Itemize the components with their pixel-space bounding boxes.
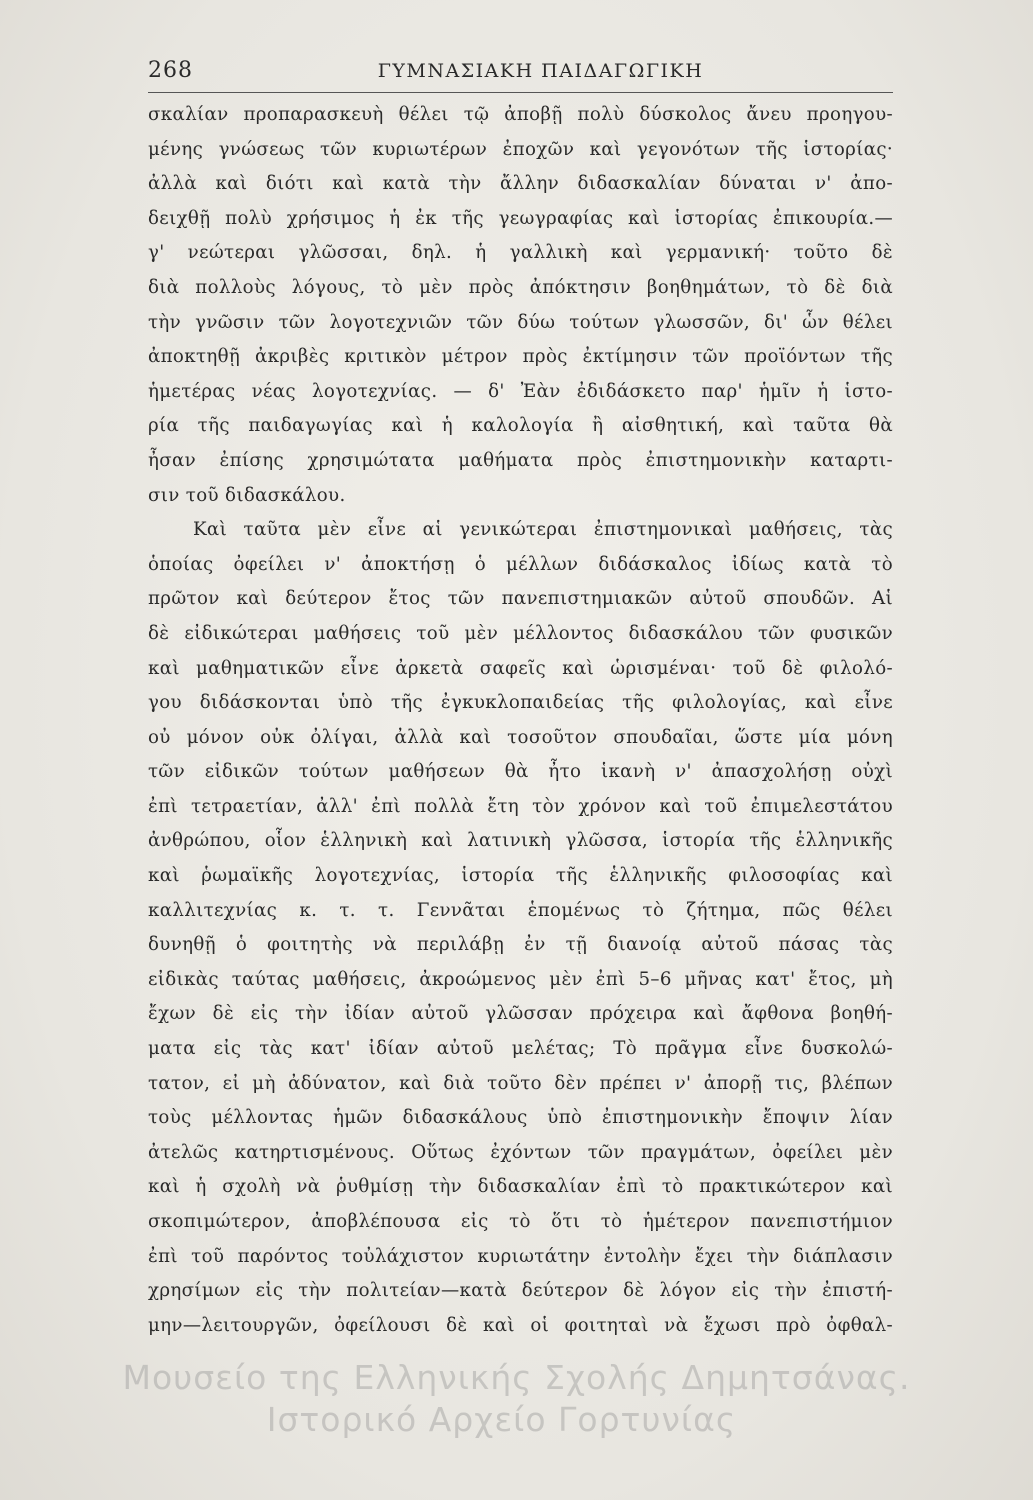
text-line: ματα εἰς τὰς κατ' ἰδίαν αὐτοῦ μελέτας; Τὸ πρᾶγμα εἶνε δυσκολώ- <box>148 1038 893 1060</box>
text-line: εἰδικὰς ταύτας μαθήσεις, ἀκροώμενος μὲν ἐπὶ 5–6 μῆνας κατ' ἔτος, μὴ <box>148 968 893 990</box>
text-line: πρῶτον καὶ δεύτερον ἔτος τῶν πανεπιστημιακῶν αὐτοῦ σπουδῶν. Αἱ <box>148 588 893 610</box>
text-line: ἀνθρώπου, οἷον ἑλληνικὴ καὶ λατινικὴ γλῶσσα, ἱστορία τῆς ἑλληνικῆς <box>148 830 893 852</box>
text-line: σκοπιμώτερον, ἀποβλέπουσα εἰς τὸ ὅτι τὸ ἡμέτερον πανεπιστήμιον <box>148 1211 893 1232</box>
text-line: ἀτελῶς κατηρτισμένους. Οὕτως ἐχόντων τῶν πραγμάτων, ὀφείλει μὲν <box>148 1141 893 1163</box>
text-line: γου διδάσκονται ὑπὸ τῆς ἐγκυκλοπαιδείας τῆς φιλολογίας, καὶ εἶνε <box>148 692 893 714</box>
text-line: καὶ μαθηματικῶν εἶνε ἀρκετὰ σαφεῖς καὶ ὡρισμέναι· τοῦ δὲ φιλολό- <box>148 657 893 679</box>
page-header <box>148 58 893 93</box>
text-line: ὁποίας ὀφείλει ν' ἀποκτήσῃ ὁ μέλλων διδάσκαλος ἰδίως κατὰ τὸ <box>148 553 893 575</box>
text-line: καὶ ῥωμαϊκῆς λογοτεχνίας, ἱστορία τῆς ἑλληνικῆς φιλοσοφίας καὶ <box>148 865 893 887</box>
text-line: τὴν γνῶσιν τῶν λογοτεχνιῶν τῶν δύω τούτων γλωσσῶν, δι' ὧν θέλει <box>148 311 893 333</box>
text-line: τῶν εἰδικῶν τούτων μαθήσεων θὰ ἦτο ἱκανὴ ν' ἀπασχολήσῃ οὐχὶ <box>148 761 893 783</box>
paragraph-start-line: Καὶ ταῦτα μὲν εἶνε αἱ γενικώτεραι ἐπιστημονικαὶ μαθήσεις, τὰς <box>193 519 893 541</box>
body-text <box>148 98 893 1343</box>
text-line: σκαλίαν προπαρασκευὴ θέλει τῷ ἀποβῇ πολὺ δύσκολος ἄνευ προηγου- <box>148 104 893 125</box>
text-line: ἔχων δὲ εἰς τὴν ἰδίαν αὐτοῦ γλῶσσαν πρόχειρα καὶ ἄφθονα βοηθή- <box>148 1003 893 1025</box>
text-line: ἦσαν ἐπίσης χρησιμώτατα μαθήματα πρὸς ἐπιστημονικὴν καταρτι- <box>148 449 893 471</box>
page-number: 268 <box>148 58 193 83</box>
text-line: σιν τοῦ διδασκάλου. <box>148 484 346 506</box>
text-line: μένης γνώσεως τῶν κυριωτέρων ἐποχῶν καὶ γεγονότων τῆς ἱστορίας· <box>148 138 893 160</box>
text-line: ἐπὶ τοῦ παρόντος τοὐλάχιστον κυριωτάτην ἐντολὴν ἔχει τὴν διάπλασιν <box>148 1245 893 1267</box>
text-line: ἀλλὰ καὶ διότι καὶ κατὰ τὴν ἄλλην διδασκαλίαν δύναται ν' ἀπο- <box>148 173 893 195</box>
watermark-line-2: Ιστορικό Αρχείο Γορτυνίας <box>266 1400 737 1439</box>
text-line: δειχθῇ πολὺ χρήσιμος ἡ ἐκ τῆς γεωγραφίας καὶ ἱστορίας ἐπικουρία.— <box>148 207 893 229</box>
text-line: καὶ ἡ σχολὴ νὰ ῥυθμίσῃ τὴν διδασκαλίαν ἐπὶ τὸ πρακτικώτερον καὶ <box>148 1176 893 1198</box>
text-line: διὰ πολλοὺς λόγους, τὸ μὲν πρὸς ἀπόκτησιν βοηθημάτων, τὸ δὲ διὰ <box>148 276 893 298</box>
text-line: καλλιτεχνίας κ. τ. τ. Γεννᾶται ἑπομένως τὸ ζήτημα, πῶς θέλει <box>148 899 893 921</box>
text-line: γ' νεώτεραι γλῶσσαι, δηλ. ἡ γαλλικὴ καὶ γερμανική· τοῦτο δὲ <box>148 242 893 264</box>
text-line: ἐπὶ τετραετίαν, ἀλλ' ἐπὶ πολλὰ ἔτη τὸν χρόνον καὶ τοῦ ἐπιμελεστάτου <box>148 795 893 817</box>
text-line: ἡμετέρας νέας λογοτεχνίας. — δ' Ἐὰν ἐδιδάσκετο παρ' ἡμῖν ἡ ἱστο- <box>148 380 893 402</box>
text-line: τατον, εἰ μὴ ἀδύνατον, καὶ διὰ τοῦτο δὲν πρέπει ν' ἀπορῇ τις, βλέπων <box>148 1072 893 1094</box>
watermark-line-1: Μουσείο της Ελληνικής Σχολής Δημητσάνας. <box>122 1358 911 1397</box>
text-line: δυνηθῇ ὁ φοιτητὴς νὰ περιλάβῃ ἐν τῇ διανοίᾳ αὐτοῦ πάσας τὰς <box>148 934 893 956</box>
text-line: ἀποκτηθῇ ἀκριβὲς κριτικὸν μέτρον πρὸς ἐκτίμησιν τῶν προϊόντων τῆς <box>148 346 893 368</box>
running-title: ΓΥΜΝΑΣΙΑΚΗ ΠΑΙΔΑΓΩΓΙΚΗ <box>377 60 704 82</box>
text-line: ρία τῆς παιδαγωγίας καὶ ἡ καλολογία ἢ αἰσθητική, καὶ ταῦτα θὰ <box>148 415 893 437</box>
text-line: μην—λειτουργῶν, ὀφείλουσι δὲ καὶ οἱ φοιτηταὶ νὰ ἔχωσι πρὸ ὀφθαλ- <box>148 1314 893 1336</box>
text-line: χρησίμων εἰς τὴν πολιτείαν—κατὰ δεύτερον δὲ λόγον εἰς τὴν ἐπιστή- <box>148 1280 893 1302</box>
text-line: δὲ εἰδικώτεραι μαθήσεις τοῦ μὲν μέλλοντος διδασκάλου τῶν φυσικῶν <box>148 622 893 644</box>
text-line: τοὺς μέλλοντας ἡμῶν διδασκάλους ὑπὸ ἐπιστημονικὴν ἔποψιν λίαν <box>148 1107 893 1129</box>
text-line: οὐ μόνον οὐκ ὀλίγαι, ἀλλὰ καὶ τοσοῦτον σπουδαῖαι, ὥστε μία μόνη <box>148 726 893 748</box>
